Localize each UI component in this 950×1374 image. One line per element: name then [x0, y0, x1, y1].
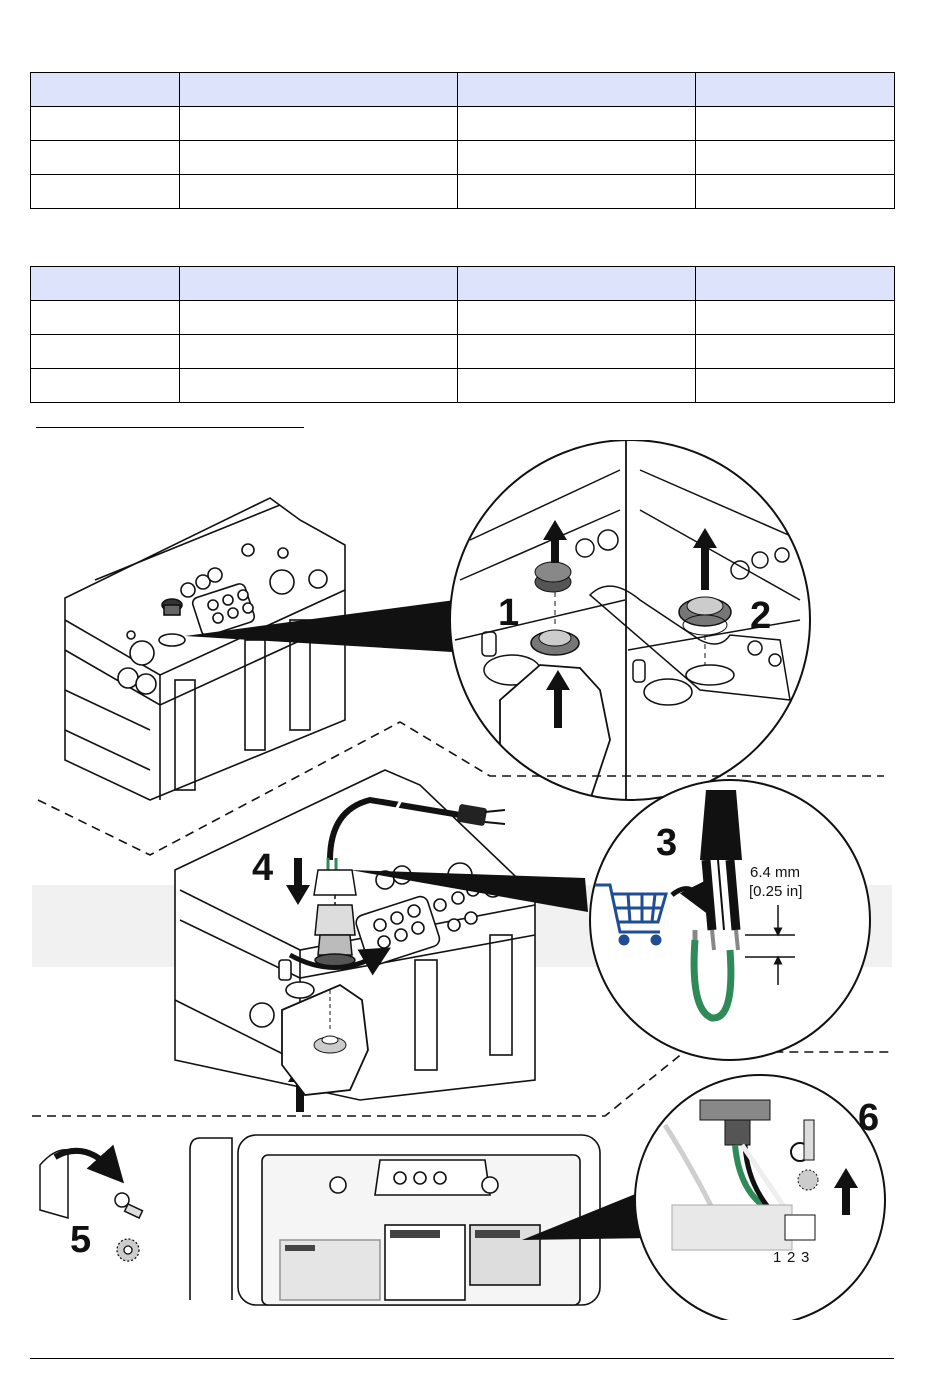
table-header-cell	[31, 73, 180, 107]
table-cell	[31, 175, 180, 209]
table-cell	[180, 369, 458, 403]
table-cell	[696, 141, 895, 175]
table-header-cell	[458, 73, 696, 107]
detail-circle-remove-plug	[440, 440, 820, 820]
table-row	[31, 107, 895, 141]
table-row	[31, 175, 895, 209]
table-cell	[458, 107, 696, 141]
terminal-number-3: 3	[801, 1249, 810, 1266]
step-number-6: 6	[858, 1097, 880, 1139]
figure-title-rule	[36, 427, 304, 428]
table-cell	[31, 335, 180, 369]
table-cell	[696, 175, 895, 209]
table-cell	[458, 369, 696, 403]
table-cell	[180, 141, 458, 175]
table-cell	[458, 175, 696, 209]
step-5-parts	[40, 1150, 143, 1261]
ring-terminal-icon	[115, 1193, 143, 1218]
step-number-4: 4	[252, 847, 274, 889]
wire-spec-table-2	[30, 266, 895, 403]
terminal-number-2: 2	[787, 1249, 796, 1266]
table-cell	[31, 301, 180, 335]
table-header-cell	[31, 267, 180, 301]
table-row	[31, 335, 895, 369]
table-row	[31, 369, 895, 403]
step-number-3: 3	[656, 822, 678, 864]
table-header-cell	[180, 267, 458, 301]
table-cell	[31, 107, 180, 141]
detail-circle-terminal	[630, 1070, 890, 1320]
enclosure-top-view	[65, 498, 345, 800]
table-cell	[180, 335, 458, 369]
table-cell	[180, 301, 458, 335]
table-header-cell	[696, 267, 895, 301]
table-cell	[31, 369, 180, 403]
wire-spec-table-1	[30, 72, 895, 209]
table-header-row	[31, 73, 895, 107]
table-cell	[696, 301, 895, 335]
step-number-2: 2	[750, 595, 772, 637]
footer-rule	[30, 1358, 894, 1359]
strip-length-metric: 6.4 mm	[750, 864, 801, 881]
table-cell	[458, 141, 696, 175]
cable-gland	[314, 870, 356, 966]
table-cell	[696, 369, 895, 403]
table-cell	[180, 175, 458, 209]
table-cell	[458, 335, 696, 369]
table-header-cell	[458, 267, 696, 301]
table-header-cell	[180, 73, 458, 107]
table-cell	[31, 141, 180, 175]
power-cord-installation-figure	[0, 440, 950, 1320]
table-cell	[180, 107, 458, 141]
step-number-1: 1	[498, 592, 520, 634]
table-header-row	[31, 267, 895, 301]
strip-length-imperial: [0.25 in]	[749, 883, 803, 900]
table-row	[31, 141, 895, 175]
table-row	[31, 301, 895, 335]
table-cell	[458, 301, 696, 335]
step-number-5: 5	[70, 1219, 92, 1261]
open-enclosure-view	[190, 1135, 600, 1305]
table-header-cell	[696, 73, 895, 107]
star-washer-icon	[117, 1239, 139, 1261]
table-cell	[696, 107, 895, 141]
detail-circle-strip-wires	[590, 780, 880, 1070]
terminal-number-1: 1	[773, 1249, 782, 1266]
table-cell	[696, 335, 895, 369]
